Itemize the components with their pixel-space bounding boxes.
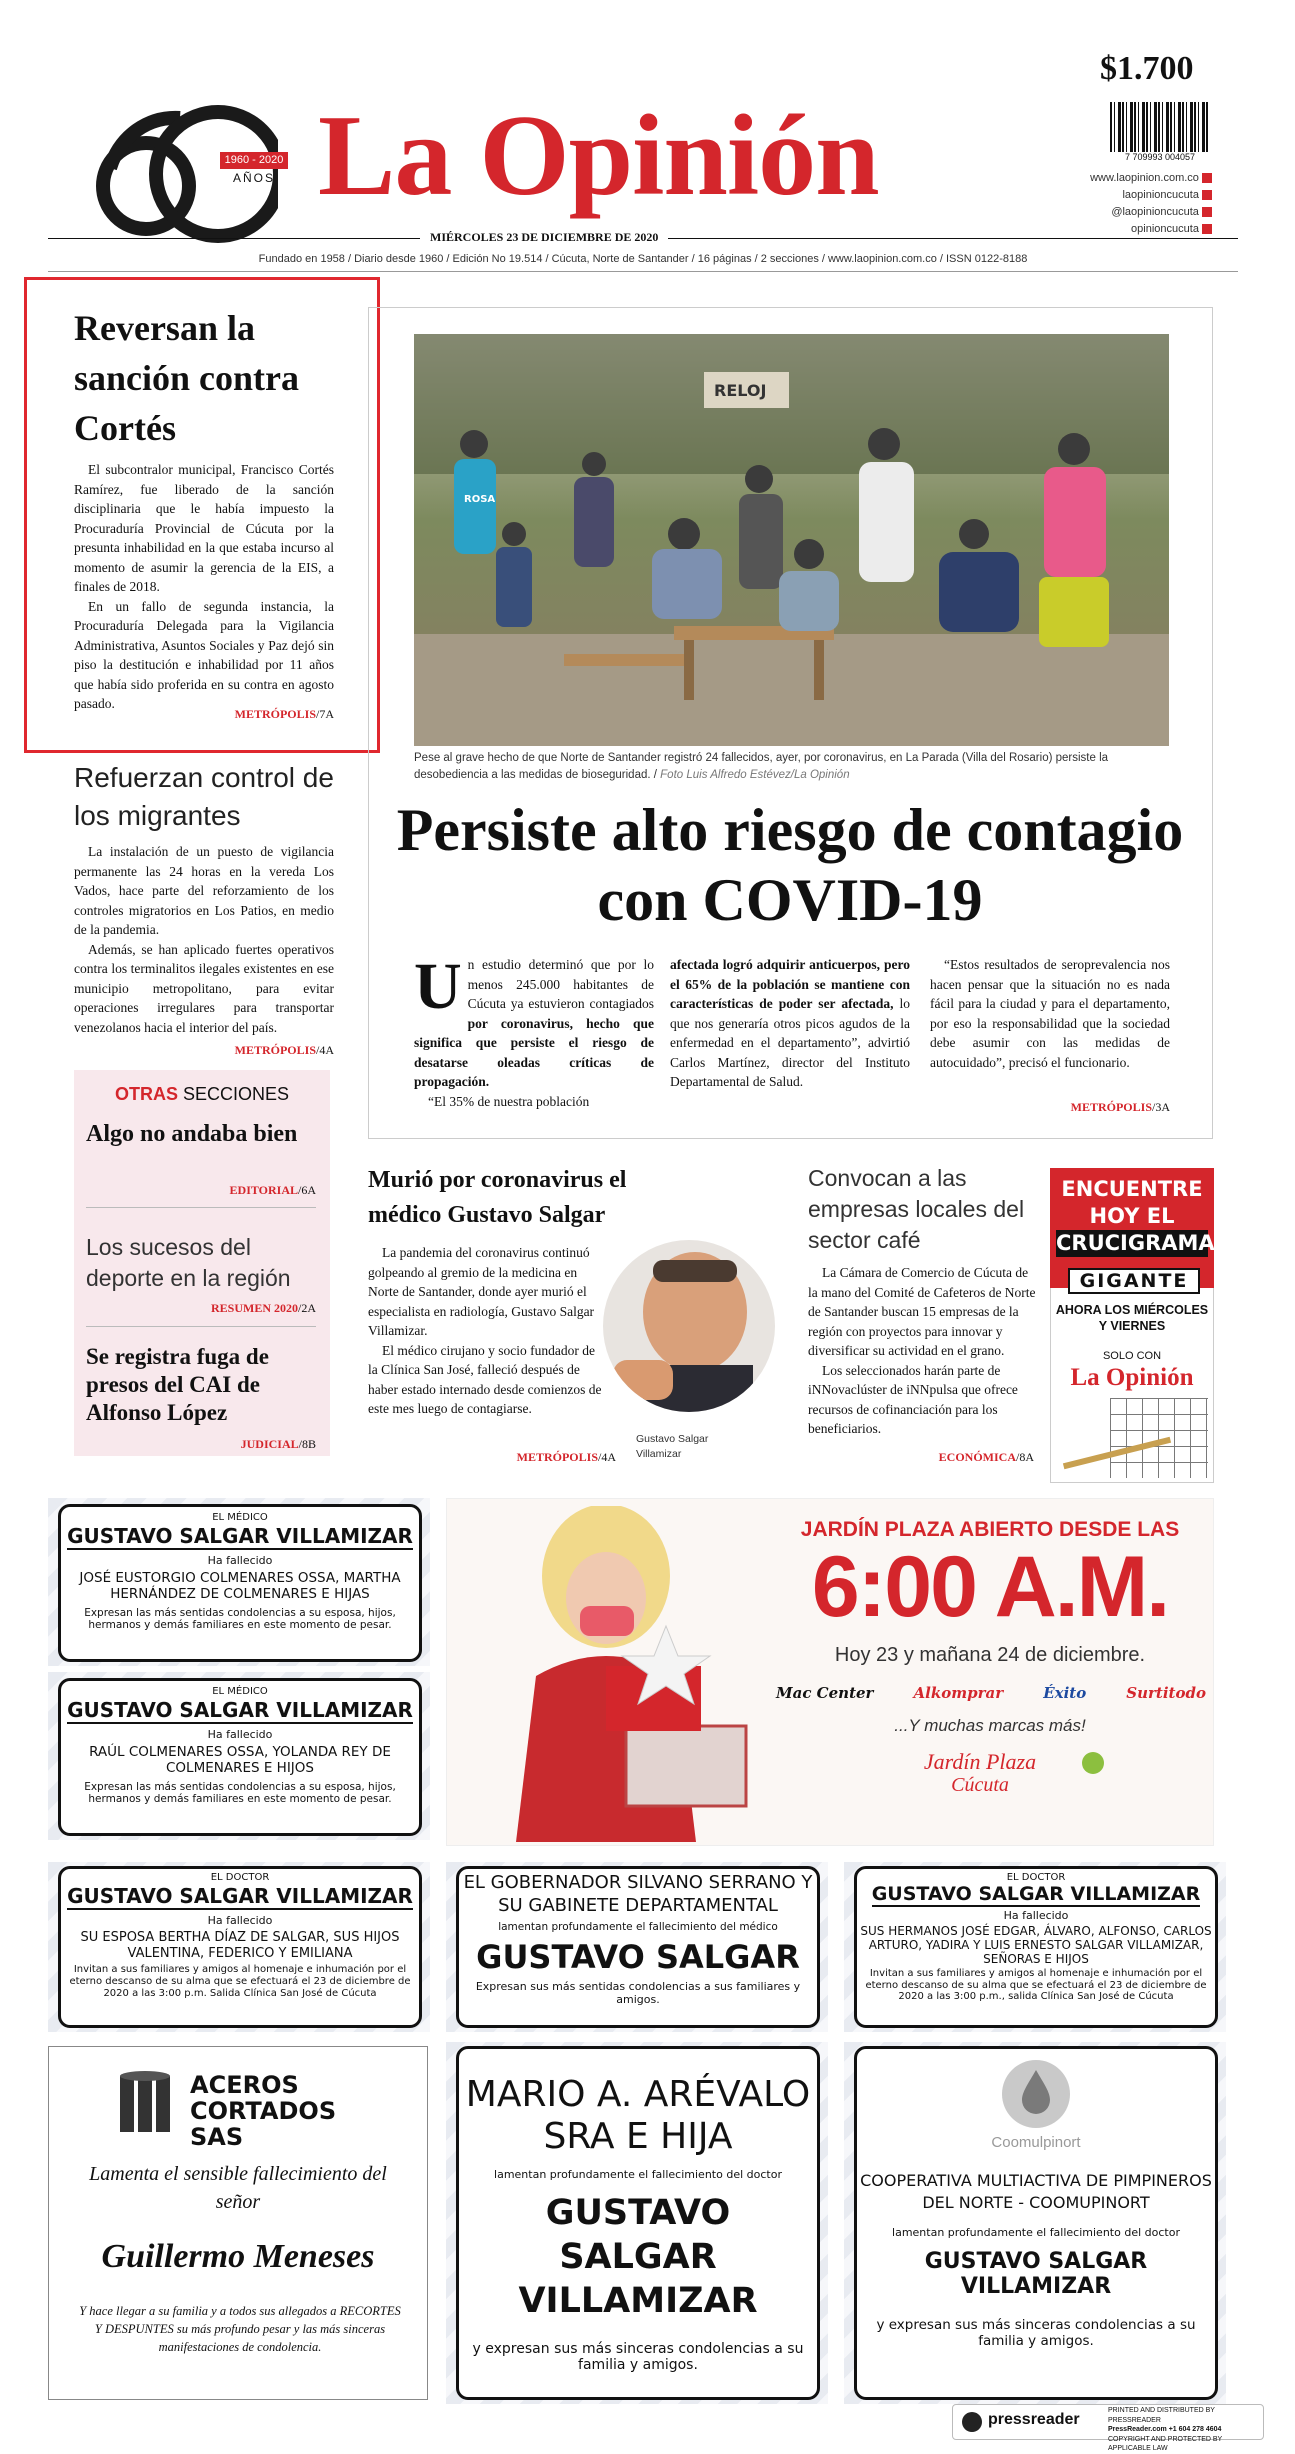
story-section-ref[interactable]: ECONÓMICA/8A: [938, 1450, 1034, 1464]
jardin-plaza-logo: Jardín Plaza Cúcuta: [923, 1749, 1037, 1797]
obituary-text: EL DOCTOR GUSTAVO SALGAR VILLAMIZAR Ha fallecido SUS HERMANOS JOSÉ EDGAR, ÁLVARO, ALFONSO, CARLOS ARTURO, YADIRA Y LUIS ERNESTO SALGAR VILLAMIZAR, SEÑORAS E HIJOS Invitan a sus familiares y amigos al homenaje e inhumación por el eterno descanso de su alma que se efectuará el 23 de diciembre de 2020 a las 3:00 p.m., salida Clínica San José de Cúcuta: [860, 1872, 1212, 2003]
coomulpinort-logo-text: Coomulpinort: [991, 2134, 1081, 2151]
obituary-message: Y hace llegar a su familia y a todos sus allegados a RECORTES Y DESPUNTES su más profundo pesar y las más sinceras manifestaciones de condolencia.: [79, 2304, 401, 2354]
main-photo[interactable]: [414, 334, 1169, 746]
social-instagram[interactable]: opinioncucuta: [1030, 221, 1212, 238]
story-section-ref[interactable]: METRÓPOLIS/7A: [234, 707, 334, 721]
social-twitter[interactable]: @laopinioncucuta: [1030, 204, 1212, 221]
pressreader-icon: [962, 2412, 982, 2432]
other-sections-label: OTRAS SECCIONES: [114, 1084, 290, 1104]
crossword-grid-graphic: [1110, 1398, 1208, 1478]
photo-caption: Pese al grave hecho de que Norte de Santander registró 24 fallecidos, ayer, por coronavirus, en La Parada (Villa del Rosario) persiste la desobediencia a las medidas de bioseguridad. / Foto Luis Alfredo Estévez/La Opinión: [414, 752, 1109, 781]
obituary-text: EL GOBERNADOR SILVANO SERRANO Y SU GABINETE DEPARTAMENTAL lamentan profundamente el fallecimiento del médico GUSTAVO SALGAR Expresan sus más sentidas condolencias a sus familiares y amigos.: [463, 1872, 813, 2007]
section-teaser-ref[interactable]: EDITORIAL/6A: [229, 1183, 316, 1197]
main-story-col3: “Estos resultados de seroprevalencia nos hacen pensar que la situación no es nada fácil para la ciudad y para el departamento, por eso la responsabilidad que la sociedad debe asumir con las medidas de autocuidado”, precisó el funcionario.: [930, 957, 1170, 1070]
barcode-number: 7 709993 004057: [1124, 152, 1196, 162]
flower-icon: [1082, 1752, 1104, 1774]
social-links: [1030, 170, 1212, 238]
ad-woman-gifts-illustration: [456, 1506, 786, 1842]
coomulpinort-drop-logo: [1000, 2058, 1072, 2130]
obituary-text: EL MÉDICO GUSTAVO SALGAR VILLAMIZAR Ha fallecido JOSÉ EUSTORGIO COLMENARES OSSA, MARTHA HERNÁNDEZ DE COLMENARES E HIJAS Expresan las más sentidas condolencias a su esposa, hijos, hermanos y demás familiares en este momento de pesar.: [67, 1512, 413, 1632]
main-story-ref[interactable]: METRÓPOLIS/3A: [1070, 1100, 1170, 1114]
portrait-caption: Gustavo Salgar Villamizar: [636, 1433, 709, 1460]
obituary-text: EL MÉDICO GUSTAVO SALGAR VILLAMIZAR Ha fallecido RAÚL COLMENARES OSSA, YOLANDA REY DE COLMENARES E HIJOS Expresan las más sentidas condolencias a su esposa, hijos, hermanos y demás familiares en este momento de pesar.: [67, 1686, 413, 1806]
ad-headline: JARDÍN PLAZA ABIERTO DESDE LAS: [800, 1518, 1180, 1541]
price: $1.700: [1100, 50, 1194, 87]
section-teaser-title[interactable]: Se registra fuga de presos del CAI de Alfonso López: [86, 1344, 269, 1425]
barcode: [1110, 102, 1210, 152]
story-body: La pandemia del coronavirus continuó golpeando al gremio de la medicina en Norte de Santander, donde ayer murió el especialista en radiología, Gustavo Salgar Villamizar. El médico cirujano y socio fundador de la Clínica San José, falleció después de haber estado internado desde comienzos de este mes luego de contagiarse.: [368, 1245, 602, 1416]
obituary-lament: Lamenta el sensible fallecimiento del señor: [89, 2163, 387, 2213]
photo-shirt-text: ROSA: [464, 494, 496, 505]
story-body: El subcontralor municipal, Francisco Cortés Ramírez, fue liberado de la sanción disciplinaria que le había impuesto la Procuraduría Provincial de Cúcuta por la presunta inhabilidad en la que estaba incurso al momento de asumir la gerencia de la EIS, a finales de 2018. En un fallo de segunda instancia, la Procuraduría Delegada para la Vigilancia Administrativa, Asuntos Sociales y Paz dejó sin piso la destitución e inhabilidad por 11 años que había sido proferida en su contra en agosto pasado.: [74, 462, 334, 711]
pressreader-brand: pressreader: [988, 2411, 1080, 2428]
story-body: La Cámara de Comercio de Cúcuta de la mano del Comité de Cafeteros de Norte de Santander buscan 15 empresas de la región con proyectos para innovar y diversificar su actividad en el grano. Los seleccionados harán parte de iNNovaclúster de iNNpulsa que ofrece recursos de cofinanciación para los beneficiarios.: [808, 1265, 1036, 1436]
ad-dates: Hoy 23 y mañana 24 de diciembre.: [834, 1644, 1146, 1666]
story-title[interactable]: Convocan a las empresas locales del sector café: [808, 1165, 1025, 1253]
dropcap: U: [414, 950, 462, 1023]
section-teaser-title[interactable]: Algo no andaba bien: [86, 1121, 298, 1147]
crossword-ad-gigante: GIGANTE: [1068, 1268, 1200, 1294]
section-teaser-ref[interactable]: RESUMEN 2020/2A: [210, 1301, 316, 1315]
crossword-ad-brand: La Opinión: [1070, 1364, 1194, 1391]
crossword-ad-text: ENCUENTRE HOY EL CRUCIGRAMA: [1056, 1177, 1215, 1255]
story-section-ref[interactable]: METRÓPOLIS/4A: [234, 1043, 334, 1057]
brand-surtitodo: Surtitodo: [1126, 1684, 1206, 1702]
obituary-deceased-name: Guillermo Meneses: [101, 2238, 375, 2275]
story-title[interactable]: Reversan la sanción contra Cortés: [74, 308, 299, 448]
main-story-col1: Un estudio determinó que por lo menos 245.000 habitantes de Cúcuta ya estuvieron contagiados por coronavirus, hecho que significa que persiste el riesgo de desatarse oleadas críticas de propagación. “El 35% de nuestra población: [414, 950, 654, 1109]
ad-more-brands: ...Y muchas marcas más!: [894, 1716, 1086, 1735]
story-title[interactable]: Refuerzan control de los migrantes: [74, 762, 334, 831]
section-teaser-ref[interactable]: JUDICIAL/8B: [240, 1437, 316, 1451]
newspaper-name: La Opinión: [318, 92, 879, 220]
ad-time: 6:00 A.M.: [811, 1539, 1169, 1635]
obituary-text: EL DOCTOR GUSTAVO SALGAR VILLAMIZAR Ha fallecido SU ESPOSA BERTHA DÍAZ DE SALGAR, SUS HIJOS VALENTINA, FEDERICO Y EMILIANA Invitan a sus familiares y amigos al homenaje e inhumación por el eterno descanso de su alma que se efectuará el 23 de diciembre de 2020 a las 3:00 p.m. Salida Clínica San José de Cúcuta: [67, 1872, 413, 2000]
brand-exito: Éxito: [1043, 1684, 1087, 1702]
social-youtube[interactable]: laopinioncucuta: [1030, 187, 1212, 204]
portrait-photo[interactable]: [603, 1240, 775, 1412]
website-link[interactable]: www.laopinion.com.co: [1030, 170, 1212, 187]
pressreader-info: PRINTED AND DISTRIBUTED BY PRESSREADER PressReader.com +1 604 278 4604 COPYRIGHT AND PROTECTED BY APPLICABLE LAW: [1108, 2407, 1223, 2452]
anniv-label: AÑOS: [232, 171, 275, 185]
photo-sign-text: RELOJ: [714, 381, 767, 400]
company-name: ACEROS CORTADOS SAS: [190, 2071, 337, 2151]
brand-alkomprar: Alkomprar: [913, 1684, 1004, 1702]
obituary-text: COOPERATIVA MULTIACTIVA DE PIMPINEROS DEL NORTE - COOMUPINORT lamentan profundamente el fallecimiento del doctor GUSTAVO SALGAR VILLAMIZAR y expresan sus más sinceras condolencias a su familia y amigos.: [860, 2171, 1212, 2349]
story-title[interactable]: Murió por coronavirus el médico Gustavo Salgar: [368, 1167, 627, 1228]
main-headline[interactable]: Persiste alto riesgo de contagio con COVID-19: [396, 797, 1184, 933]
main-story-col2: afectada logró adquirir anticuerpos, pero el 65% de la población se mantiene con características de poder ser afectada, lo que nos generaría otros picos agudos de la enfermedad en el departamento”, advirtió Carlos Martínez, director del Instituto Departamental de Salud.: [670, 957, 911, 1089]
story-body: La instalación de un puesto de vigilancia permanente las 24 horas en la vereda Los Vados, hace parte del reforzamiento de los controles migratorios en Los Patios, en medio de la pandemia. Además, se han aplicado fuertes operativos contra los terminalitos ilegales existentes en ese municipio metropolitano, para evitar operaciones irregulares para transportar venezolanos hacia el interior del país.: [74, 844, 334, 1035]
edition-date: MIÉRCOLES 23 DE DICIEMBRE DE 2020: [420, 230, 668, 245]
anniv-years: 1960 - 2020: [220, 152, 288, 169]
edition-info: Fundado en 1958 / Diario desde 1960 / Edición No 19.514 / Cúcuta, Norte de Santander / 16 páginas / 2 secciones / www.laopinion.com.co / ISSN 0122-8188: [258, 253, 1028, 265]
obituary-text: MARIO A. ARÉVALO SRA E HIJA lamentan profundamente el fallecimiento del doctor GUSTAVO SALGAR VILLAMIZAR y expresan sus más sinceras condolencias a su familia y amigos.: [465, 2074, 811, 2373]
brand-mac-center: Mac Center: [776, 1684, 874, 1702]
story-section-ref[interactable]: METRÓPOLIS/4A: [516, 1450, 616, 1464]
aceros-cortados-logo: [118, 2070, 190, 2134]
ad-brands: [776, 1684, 1206, 1702]
section-teaser-title[interactable]: Los sucesos del deporte en la región: [86, 1234, 291, 1291]
